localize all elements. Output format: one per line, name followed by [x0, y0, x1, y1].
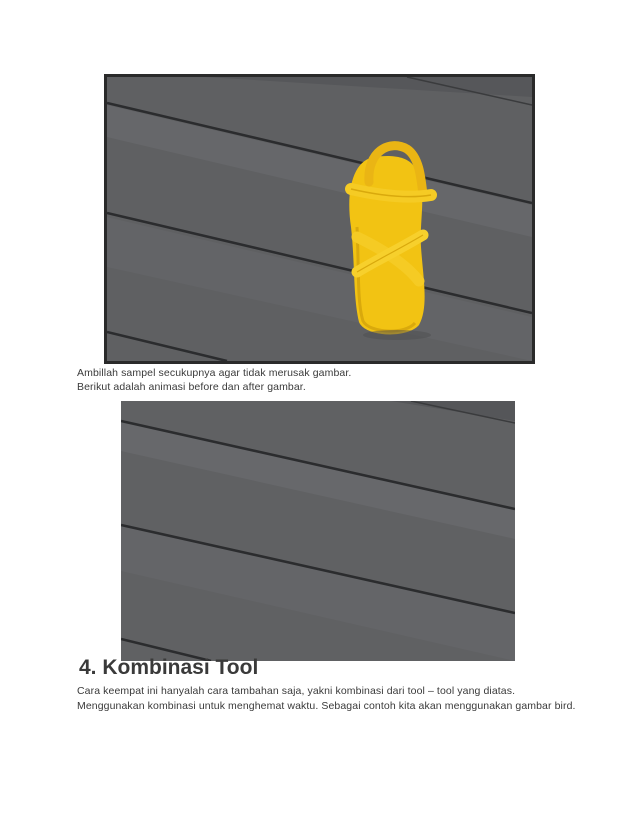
deck-with-sandal-image — [107, 77, 532, 361]
paragraph-line-2: Menggunakan kombinasi untuk menghemat waktu. Sebagai contoh kita akan menggunakan gambar bird. — [77, 700, 576, 712]
section-heading: 4. Kombinasi Tool — [79, 656, 259, 679]
photo-after-empty-deck — [121, 401, 515, 661]
photo-before-sandal-on-deck — [104, 74, 535, 364]
caption-before-after: Berikut adalah animasi before dan after gambar. — [77, 381, 306, 393]
empty-deck-image — [121, 401, 515, 661]
caption-sample-advice: Ambillah sampel secukupnya agar tidak merusak gambar. — [77, 367, 352, 379]
paragraph-line-1: Cara keempat ini hanyalah cara tambahan saja, yakni kombinasi dari tool – tool yang diatas. — [77, 685, 516, 697]
